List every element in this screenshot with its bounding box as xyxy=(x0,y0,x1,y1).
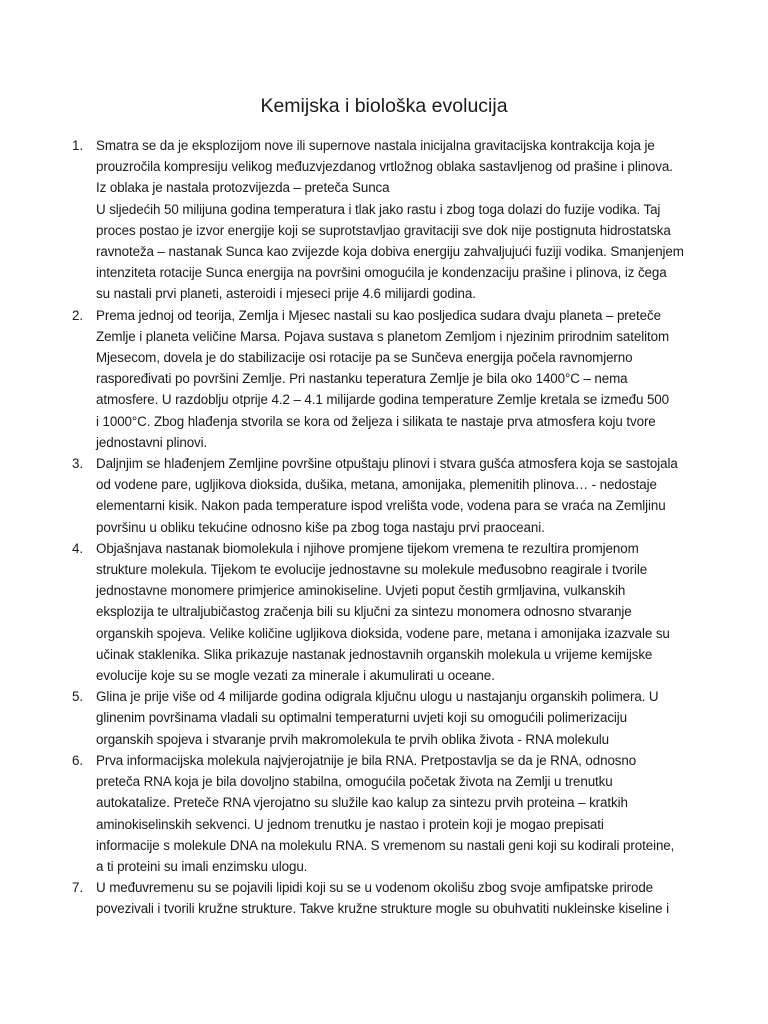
paragraph-line: Mjesecom, dovela je do stabilizacije osi rotacije pa se Sunčeva energija počela ravnomjerno xyxy=(96,350,633,366)
list-item-number: 5. xyxy=(72,689,83,705)
paragraph-line: organskih spojeva i stvaranje prvih makromolekula te prvih oblika života - RNA molekulu xyxy=(96,731,610,747)
list-item-number: 6. xyxy=(72,752,83,768)
list-item xyxy=(72,686,712,750)
paragraph-line: eksplozija te ultraljubičastog zračenja bili su ključni za sintezu monomera odnosno stvaranje xyxy=(96,604,632,620)
paragraph-line: Glina je prije više od 4 milijarde godina odigrala ključnu ulogu u nastajanju organskih polimera. U xyxy=(96,689,659,705)
list-item xyxy=(72,538,712,686)
list-item xyxy=(72,305,712,453)
paragraph-line: autokatalize. Preteče RNA vjerojatno su služile kao kalup za sintezu prvih proteina – kratkih xyxy=(96,795,628,811)
list-item xyxy=(72,750,712,877)
list-item-number: 3. xyxy=(72,456,83,472)
paragraph-line: povezivali i tvorili kružne strukture. Takve kružne strukture mogle su obuhvatiti nukleinske kiseline i xyxy=(96,901,669,917)
paragraph-line: od vodene pare, ugljikova dioksida, dušika, metana, amonijaka, plemenitih plinova… - nedostaje xyxy=(96,477,657,493)
paragraph-line: površinu u obliku tekućine odnosno kiše pa zbog toga nastaju prvi praoceani. xyxy=(96,519,545,535)
paragraph-line: evolucije koje su se mogle vezati za minerale i akumulirati u oceane. xyxy=(96,668,495,684)
list-item-number: 7. xyxy=(72,880,83,896)
document-title: Kemijska i biološka evolucija xyxy=(260,95,508,117)
paragraph-line: aminokiselinskih sekvenci. U jednom trenutku je nastao i protein koji je mogao prepisati xyxy=(96,816,604,832)
list-item xyxy=(72,135,712,305)
paragraph-line: Daljnjim se hlađenjem Zemljine površine otpuštaju plinovi i stvara gušća atmosfera koja se sastojala xyxy=(96,456,678,472)
paragraph-line: raspoređivati po površini Zemlje. Pri nastanku teperatura Zemlje je bila oko 1400°C – nema xyxy=(96,371,628,387)
paragraph-line: Objašnjava nastanak biomolekula i njihove promjene tijekom vremena te rezultira promjenom xyxy=(96,540,639,556)
paragraph-line: su nastali prvi planeti, asteroidi i mjeseci prije 4.6 milijardi godina. xyxy=(96,286,476,302)
paragraph-line: Prema jednoj od teorija, Zemlja i Mjesec nastali su kao posljedica sudara dvaju planeta – preteče xyxy=(96,307,661,323)
paragraph-line: Smatra se da je eksplozijom nove ili supernove nastala inicijalna gravitacijska kontrakcija koja je xyxy=(96,138,655,153)
paragraph-line: Zemlje i planeta veličine Marsa. Pojava sustava s planetom Zemljom i njezinim prirodnim satelitom xyxy=(96,328,670,344)
numbered-list xyxy=(72,135,712,920)
paragraph-line: strukture molekula. Tijekom te evolucije jednostavne su molekule međusobno reagirale i tvorile xyxy=(96,562,648,578)
paragraph-line: Prva informacijska molekula najvjerojatnije je bila RNA. Pretpostavlja se da je RNA, odnosno xyxy=(96,752,637,768)
paragraph-line: U međuvremenu su se pojavili lipidi koji su se u vodenom okolišu zbog svoje amfipatske prirode xyxy=(96,880,654,896)
list-item xyxy=(72,877,712,919)
paragraph-line: proces postao je izvor energije koji se suprotstavljao gravitaciji sve dok nije postignuta hidrostatska xyxy=(96,222,671,238)
paragraph-line: a ti proteini su imali enzimsku ulogu. xyxy=(96,858,308,874)
paragraph-line: prouzročila kompresiju velikog međuzvjezdanog vrtložnog oblaka sastavljenog od prašine i plinova. xyxy=(96,159,673,175)
paragraph-line: informacije s molekule DNA na molekulu RNA. S vremenom su nastali geni koji su kodirali proteine, xyxy=(96,837,675,853)
paragraph-line: ravnoteža – nastanak Sunca kao zvijezde koja dobiva energiju zahvaljujući fuziji vodika. Smanjenjem xyxy=(96,244,684,260)
paragraph-line: jednostavni plinovi. xyxy=(96,434,208,450)
paragraph-line: Iz oblaka je nastala protozvijezda – preteča Sunca xyxy=(96,180,390,196)
list-item-number: 4. xyxy=(72,540,83,556)
paragraph-line: preteča RNA koja je bila dovoljno stabilna, omogućila početak života na Zemlji u trenutku xyxy=(96,774,613,790)
list-item xyxy=(72,453,712,538)
list-item-number: 2. xyxy=(72,307,83,323)
paragraph-line: organskih spojeva. Velike količine ugljikova dioksida, vodene pare, metana i amonijaka izazvale su xyxy=(96,625,670,641)
paragraph-line: U sljedećih 50 milijuna godina temperatura i tlak jako rastu i zbog toga dolazi do fuzije vodika. Taj xyxy=(96,201,661,217)
paragraph-line: atmosfere. U razdoblju otprije 4.2 – 4.1 milijarde godina temperature Zemlje kretala se između 500 xyxy=(96,392,669,408)
paragraph-line: učinak staklenika. Slika prikazuje nastanak jednostavnih organskih molekula u vrijeme kemijske xyxy=(96,646,653,662)
paragraph-line: intenziteta rotacije Sunca energija na površini omogućila je kondenzaciju prašine i plinova, iz čega xyxy=(96,265,667,281)
list-item-number: 1. xyxy=(72,138,83,153)
paragraph-line: i 1000°C. Zbog hlađenja stvorila se kora od željeza i silikata te nastaje prva atmosfera koju tvore xyxy=(96,413,656,429)
paragraph-line: elementarni kisik. Nakon pada temperature ispod vrelišta vode, vodena para se vraća na Zemljinu xyxy=(96,498,666,514)
paragraph-line: jednostavne monomere primjerice aminokiseline. Uvjeti poput čestih grmljavina, vulkanskih xyxy=(96,583,626,599)
paragraph-line: glinenim površinama vladali su optimalni temperaturni uvjeti koji su omogućili polimerizaciju xyxy=(96,710,628,726)
